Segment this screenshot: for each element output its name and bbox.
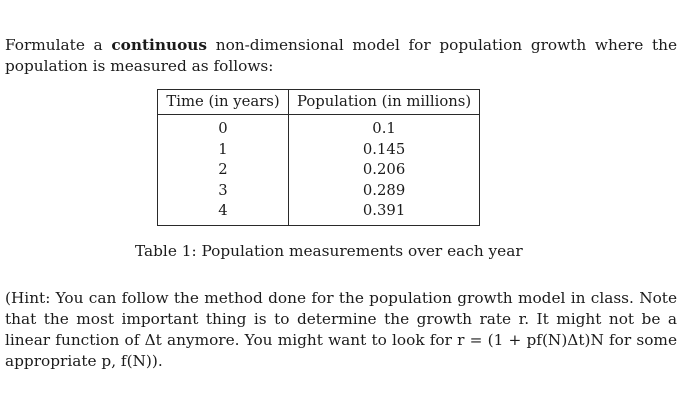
cell-time: 1	[158, 140, 289, 161]
intro-emphasis: continuous	[111, 36, 208, 54]
cell-time: 3	[158, 181, 289, 202]
table-row	[158, 201, 480, 225]
problem-statement	[5, 35, 677, 77]
cell-time: 2	[158, 160, 289, 181]
cell-population: 0.145	[289, 140, 480, 161]
cell-population: 0.1	[289, 115, 480, 140]
cell-population: 0.206	[289, 160, 480, 181]
cell-time: 0	[158, 115, 289, 140]
table-row	[158, 181, 480, 202]
cell-population: 0.289	[289, 181, 480, 202]
hint-paragraph: (Hint: You can follow the method done for the population growth model in class. Note that the most important thing is to determine the growth rate r. It might not be a linear function of Δt anymore. You might want to look for r = (1 + pf(N)Δt)N for some appropriate p, f(N)).	[5, 289, 677, 370]
header-population: Population (in millions)	[289, 90, 480, 115]
cell-time: 4	[158, 201, 289, 225]
intro-text-start: Formulate a	[5, 36, 112, 54]
population-table	[157, 89, 480, 226]
table-row	[158, 115, 480, 140]
intro-text-end: non-dimensional model for population growth where the population is measured as follows:	[5, 36, 677, 75]
header-time: Time (in years)	[158, 90, 289, 115]
cell-population: 0.391	[289, 201, 480, 225]
table-row	[158, 140, 480, 161]
table-header-row	[158, 90, 480, 115]
population-table-wrapper	[157, 89, 480, 226]
table-caption: Table 1: Population measurements over each year	[135, 242, 523, 260]
table-row	[158, 160, 480, 181]
